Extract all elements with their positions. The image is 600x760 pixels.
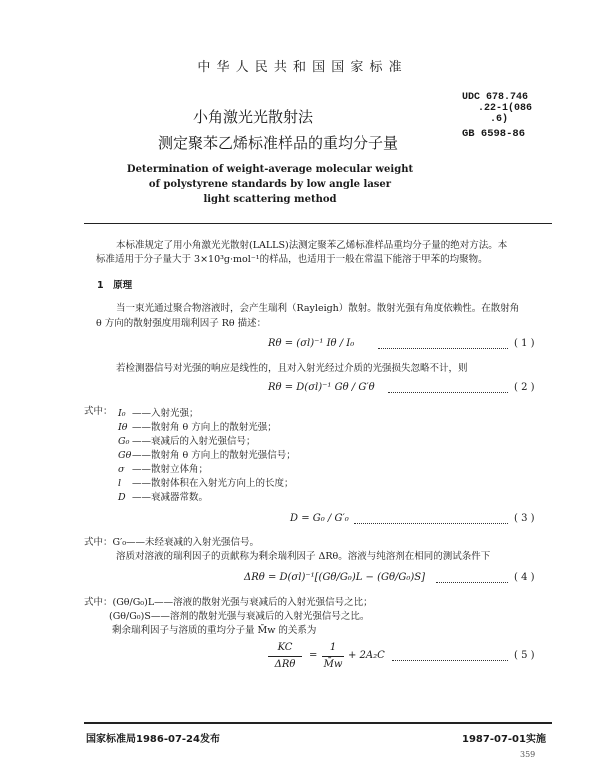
- eq5-right-fraction-bar: [322, 656, 344, 657]
- intro-line-2: 标准适用于分子量大于 3×10³g·mol⁻¹的样品，也适用于一般在常温下能溶于甲苯的均聚物。: [96, 254, 488, 265]
- english-title-line-1: Determination of weight-average molecular weight: [126, 164, 414, 175]
- para-1-line-2: θ 方向的散射强度用瑞利因子 Rθ 描述：: [96, 318, 267, 329]
- definition-symbol: I₀: [118, 408, 126, 419]
- definition-text: ——散射体积在入射光方向上的长度；: [132, 478, 294, 489]
- udc-line-1: UDC 678.746: [462, 92, 529, 103]
- section-1-title: 1 原理: [97, 280, 133, 291]
- para-3: 溶质对溶液的瑞利因子的贡献称为剩余瑞利因子 ΔRθ。溶液与纯溶剂在相同的测试条件下: [116, 551, 491, 562]
- definition-row: [118, 447, 296, 461]
- leader-dots-1: [378, 348, 508, 349]
- equation-2: Rθ = D(σl)⁻¹ Gθ / G′θ: [268, 382, 375, 393]
- header-rule: [84, 223, 552, 224]
- where-line-3a: 式中：(Gθ/G₀)L——溶液的散射光强与衰减后的入射光强信号之比；: [84, 597, 373, 608]
- equation-4-number: ( 4 ): [514, 572, 535, 583]
- leader-dots-2: [388, 392, 508, 393]
- eq5-right-denominator: M̄w: [323, 659, 343, 670]
- where-line-2: 式中：G′₀——未经衰减的入射光强信号。: [84, 537, 260, 548]
- eq5-right-numerator: 1: [329, 642, 337, 653]
- equation-5-number: ( 5 ): [514, 650, 535, 661]
- title-line-2: 测定聚苯乙烯标准样品的重均分子量: [157, 134, 398, 152]
- english-title-line-2: of polystyrene standards by low angle laser: [148, 179, 392, 190]
- definition-symbol: σ: [118, 464, 125, 475]
- equation-1: Rθ = (σl)⁻¹ Iθ / I₀: [268, 338, 355, 349]
- definition-row: [118, 489, 208, 503]
- leader-dots-3: [354, 523, 508, 524]
- equation-3-number: ( 3 ): [514, 513, 535, 524]
- udc-line-3: .6): [490, 114, 509, 125]
- equation-1-number: ( 1 ): [514, 338, 535, 349]
- eq5-tail: + 2A₂C: [348, 650, 385, 661]
- udc-line-2: .22-1(086: [478, 103, 533, 114]
- definition-row: [118, 419, 277, 433]
- definition-row: [118, 405, 199, 419]
- udc-code: [462, 92, 532, 125]
- definition-row: [118, 433, 256, 447]
- leader-dots-4: [436, 582, 508, 583]
- definition-symbol: l: [118, 478, 122, 489]
- eq5-left-denominator: ΔRθ: [274, 659, 296, 670]
- definition-symbol: D: [118, 492, 126, 503]
- national-standard-heading: 中 华 人 民 共 和 国 国 家 标 准: [197, 60, 403, 75]
- para-2: 若检测器信号对光强的响应是线性的，且对入射光经过介质的光强损失忽略不计，则: [116, 363, 468, 374]
- definition-text: ——入射光强；: [132, 408, 199, 419]
- where-line-3b: (Gθ/G₀)S——溶剂的散射光强与衰减后的入射光强信号之比。: [109, 611, 370, 622]
- footer-rule: [84, 722, 552, 724]
- definition-row: [118, 475, 294, 489]
- equation-4: ΔRθ = D(σl)⁻¹[(Gθ/G₀)L − (Gθ/G₀)S]: [244, 572, 426, 583]
- definition-symbol: Gθ: [118, 450, 132, 461]
- definition-text: ——衰减后的入射光强信号；: [132, 436, 256, 447]
- definition-text: ——衰减器常数。: [132, 492, 209, 503]
- para-4: 剩余瑞利因子与溶质的重均分子量 M̄w 的关系为: [112, 625, 317, 636]
- issued-date: 国家标准局1986-07-24发布: [86, 734, 220, 745]
- definition-symbol: Iθ: [118, 422, 128, 433]
- gb-number: GB 6598-86: [462, 128, 526, 140]
- title-line-1: 小角激光光散射法: [192, 108, 313, 126]
- intro-line-1: 本标准规定了用小角激光光散射(LALLS)法测定聚苯乙烯标准样品重均分子量的绝对方法。本: [116, 240, 508, 251]
- definition-symbol: G₀: [118, 436, 130, 447]
- where-label-1: 式中：: [84, 406, 113, 417]
- eq5-left-numerator: KC: [277, 642, 293, 653]
- definition-text: ——散射角 θ 方向上的散射光强信号；: [132, 450, 296, 461]
- para-1-line-1: 当一束光通过聚合物溶液时，会产生瑞利（Rayleigh）散射。散射光强有角度依赖性。在散射角: [116, 303, 520, 314]
- definition-text: ——散射立体角；: [132, 464, 209, 475]
- definition-text: ——散射角 θ 方向上的散射光强；: [132, 422, 277, 433]
- equation-2-number: ( 2 ): [514, 382, 535, 393]
- eq5-left-fraction-bar: [268, 656, 302, 657]
- effective-date: 1987-07-01实施: [462, 734, 546, 745]
- leader-dots-5: [392, 660, 508, 661]
- eq5-equals: =: [309, 650, 318, 661]
- equation-3: D = G₀ / G′₀: [290, 513, 349, 524]
- definition-row: [118, 461, 208, 475]
- english-title-line-3: light scattering method: [203, 194, 337, 205]
- english-title: [0, 162, 600, 207]
- page-number: 359: [520, 750, 536, 759]
